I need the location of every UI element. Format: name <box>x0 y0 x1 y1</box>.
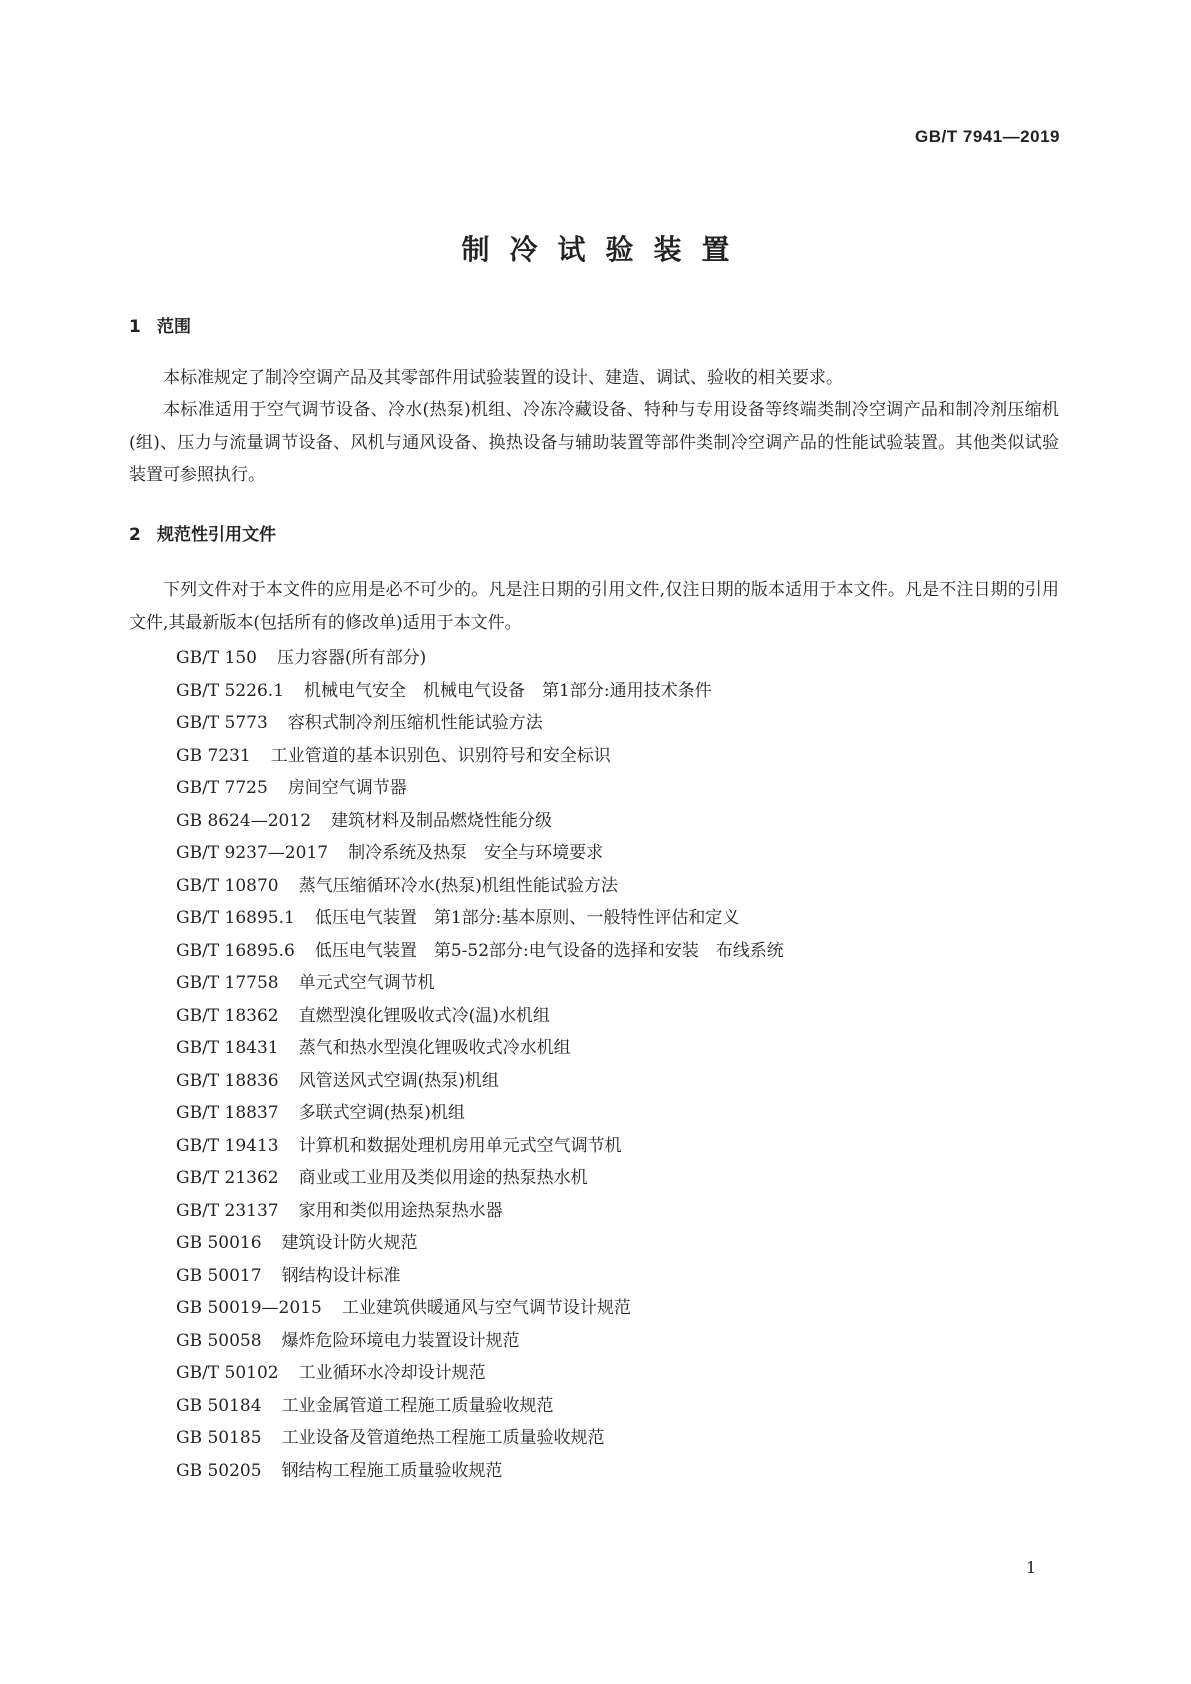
reference-code: GB/T 9237—2017 <box>176 843 329 863</box>
reference-code: GB/T 18362 <box>176 1005 279 1026</box>
reference-item <box>176 837 784 870</box>
reference-item <box>176 675 784 708</box>
reference-code: GB/T 21362 <box>176 1168 279 1188</box>
reference-title: 蒸气压缩循环冷水(热泵)机组性能试验方法 <box>298 875 618 896</box>
reference-code: GB 50019—2015 <box>176 1298 322 1318</box>
reference-code: GB/T 16895.6 <box>176 940 295 961</box>
reference-code: GB/T 16895.1 <box>176 908 295 928</box>
document-title: 制冷试验装置 <box>461 233 750 266</box>
reference-code: GB 7231 <box>176 745 251 766</box>
reference-item <box>176 870 784 903</box>
reference-title: 单元式空气调节机 <box>298 973 435 993</box>
reference-item <box>176 740 784 773</box>
reference-item <box>176 935 784 968</box>
reference-item <box>176 1455 784 1488</box>
reference-item <box>176 1195 784 1228</box>
section-1-title: 范围 <box>157 317 191 337</box>
reference-title: 爆炸危险环境电力装置设计规范 <box>281 1330 520 1351</box>
reference-code: GB/T 18837 <box>176 1103 279 1123</box>
reference-item <box>176 1097 784 1130</box>
reference-code: GB/T 50102 <box>176 1363 279 1383</box>
reference-code: GB 50205 <box>176 1460 262 1481</box>
reference-code: GB/T 150 <box>176 648 257 668</box>
reference-item <box>176 1227 784 1260</box>
reference-title: 家用和类似用途热泵热水器 <box>298 1200 503 1221</box>
reference-title: 制冷系统及热泵 安全与环境要求 <box>348 843 604 863</box>
reference-item <box>176 707 784 740</box>
reference-code: GB 50185 <box>176 1428 262 1448</box>
reference-item <box>176 1000 784 1033</box>
reference-code: GB/T 10870 <box>176 875 279 896</box>
section-2-number: 2 <box>129 525 141 545</box>
reference-title: 计算机和数据处理机房用单元式空气调节机 <box>298 1135 622 1156</box>
reference-title: 工业管道的基本识别色、识别符号和安全标识 <box>270 745 611 766</box>
reference-code: GB/T 23137 <box>176 1200 279 1221</box>
reference-code: GB 50184 <box>176 1395 262 1416</box>
reference-title: 工业建筑供暖通风与空气调节设计规范 <box>341 1298 631 1318</box>
reference-list <box>176 642 784 1487</box>
reference-code: GB 50016 <box>176 1233 262 1253</box>
reference-title: 房间空气调节器 <box>287 778 407 798</box>
reference-item <box>176 1325 784 1358</box>
reference-code: GB/T 18836 <box>176 1070 279 1091</box>
scope-paragraph-2: 本标准适用于空气调节设备、冷水(热泵)机组、冷冻冷藏设备、特种与专用设备等终端类制冷空调产品和制冷剂压缩机(组)、压力与流量调节设备、风机与通风设备、换热设备与辅助装置等部件类制冷空调产品的性能试验装置。其他类似试验装置可参照执行。 <box>129 400 1059 485</box>
reference-title: 压力容器(所有部分) <box>277 648 427 668</box>
reference-item <box>176 1162 784 1195</box>
reference-code: GB/T 5773 <box>176 713 268 733</box>
reference-code: GB 8624—2012 <box>176 810 312 831</box>
reference-title: 低压电气装置 第1部分:基本原则、一般特性评估和定义 <box>314 908 740 928</box>
reference-code: GB 50058 <box>176 1330 262 1351</box>
section-2-title: 规范性引用文件 <box>157 525 276 545</box>
reference-title: 钢结构设计标准 <box>281 1265 401 1286</box>
reference-title: 直燃型溴化锂吸收式冷(温)水机组 <box>298 1005 550 1026</box>
reference-title: 工业金属管道工程施工质量验收规范 <box>281 1395 554 1416</box>
reference-title: 建筑材料及制品燃烧性能分级 <box>331 810 553 831</box>
reference-code: GB 50017 <box>176 1265 262 1286</box>
reference-title: 商业或工业用及类似用途的热泵热水机 <box>298 1168 588 1188</box>
reference-title: 低压电气装置 第5-52部分:电气设备的选择和安装 布线系统 <box>314 940 784 961</box>
reference-item <box>176 1390 784 1423</box>
reference-item <box>176 1032 784 1065</box>
reference-item <box>176 805 784 838</box>
reference-code: GB/T 18431 <box>176 1038 279 1058</box>
scope-paragraph-1: 本标准规定了制冷空调产品及其零部件用试验装置的设计、建造、调试、验收的相关要求。 <box>163 368 843 388</box>
reference-item <box>176 902 784 935</box>
reference-item <box>176 1260 784 1293</box>
reference-title: 蒸气和热水型溴化锂吸收式冷水机组 <box>298 1038 571 1058</box>
reference-item <box>176 1065 784 1098</box>
reference-title: 多联式空调(热泵)机组 <box>298 1103 465 1123</box>
section-1-number: 1 <box>129 317 141 337</box>
reference-item <box>176 1422 784 1455</box>
reference-title: 风管送风式空调(热泵)机组 <box>298 1070 499 1091</box>
reference-title: 钢结构工程施工质量验收规范 <box>281 1460 503 1481</box>
reference-code: GB/T 5226.1 <box>176 680 285 701</box>
reference-item <box>176 967 784 1000</box>
section-1-heading <box>129 312 191 337</box>
standard-number: GB/T 7941—2019 <box>915 127 1060 146</box>
reference-item <box>176 1292 784 1325</box>
page-number: 1 <box>1026 1558 1037 1577</box>
reference-code: GB/T 17758 <box>176 973 279 993</box>
reference-item <box>176 642 784 675</box>
reference-title: 容积式制冷剂压缩机性能试验方法 <box>287 713 543 733</box>
reference-title: 建筑设计防火规范 <box>281 1233 418 1253</box>
reference-item <box>176 1357 784 1390</box>
reference-title: 工业设备及管道绝热工程施工质量验收规范 <box>281 1428 605 1448</box>
reference-item <box>176 772 784 805</box>
normative-references-intro: 下列文件对于本文件的应用是必不可少的。凡是注日期的引用文件,仅注日期的版本适用于本文件。凡是不注日期的引用文件,其最新版本(包括所有的修改单)适用于本文件。 <box>129 580 1059 633</box>
section-2-heading <box>129 520 276 545</box>
reference-title: 工业循环水冷却设计规范 <box>298 1363 486 1383</box>
reference-code: GB/T 7725 <box>176 778 268 798</box>
reference-item <box>176 1130 784 1163</box>
reference-code: GB/T 19413 <box>176 1135 279 1156</box>
reference-title: 机械电气安全 机械电气设备 第1部分:通用技术条件 <box>304 680 712 701</box>
